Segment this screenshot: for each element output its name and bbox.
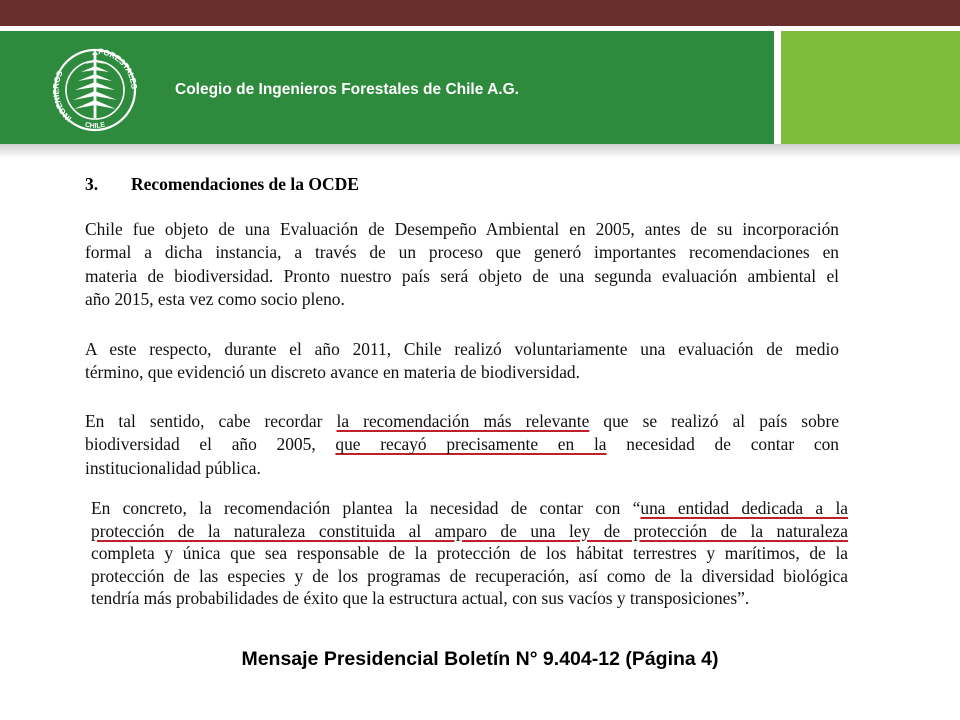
logo-ring-text-left: INGENIEROS <box>51 69 74 124</box>
logo-ring-text-bottom: CHILE <box>84 121 106 130</box>
text-line: protección de las especies y de los programas de recuperación, así como de la diversidad biológica <box>91 565 848 586</box>
paragraph-recommendation-quote <box>91 497 848 610</box>
paragraph-midterm-evaluation <box>85 338 839 385</box>
section-heading <box>85 174 359 195</box>
text-run: En tal sentido, cabe recordar <box>85 411 337 431</box>
source-caption: Mensaje Presidencial Boletín N° 9.404-12 (Página 4) <box>241 648 719 670</box>
svg-text:FORESTALES <box>98 47 139 90</box>
underlined-phrase: la recomendación más relevante <box>336 411 590 431</box>
text-line: tendría más probabilidades de éxito que la estructura actual, con sus vacíos y transposiciones”. <box>91 588 750 608</box>
section-number: 3. <box>85 174 99 194</box>
paragraph-key-recommendation <box>85 410 839 480</box>
section-title: Recomendaciones de la OCDE <box>131 174 359 194</box>
header-shadow <box>0 144 960 158</box>
paragraph-ocde-evaluation <box>85 218 839 311</box>
text-line <box>91 497 848 520</box>
underlined-phrase: que recayó precisamente en la <box>335 434 607 455</box>
text-run: biodiversidad el año 2005, <box>85 434 336 455</box>
organization-name: Colegio de Ingenieros Forestales de Chile A.G. <box>175 81 519 98</box>
text-line: Chile fue objeto de una Evaluación de Desempeño Ambiental en 2005, antes de su incorporación <box>85 219 839 239</box>
header-accent-block <box>781 31 960 144</box>
text-run: En concreto, la recomendación plantea la necesidad de contar con “ <box>91 498 641 518</box>
text-line: año 2015, esta vez como socio pleno. <box>85 288 345 309</box>
araucaria-tree-seal-icon <box>50 40 140 136</box>
logo-ring-text-right: FORESTALES <box>97 46 139 90</box>
svg-text:CHILE <box>84 121 106 129</box>
text-line: materia de biodiversidad. Pronto nuestro país será objeto de una segunda evaluación ambiental el <box>85 265 839 286</box>
text-line: completa y única que sea responsable de la protección de los hábitat terrestres y marítimos, de la <box>91 543 848 563</box>
text-line: institucionalidad pública. <box>85 457 261 478</box>
underlined-phrase: una entidad dedicada a la <box>640 498 848 518</box>
text-line: término, que evidenció un discreto avance en materia de biodiversidad. <box>85 362 580 383</box>
text-line: A este respecto, durante el año 2011, Chile realizó voluntariamente una evaluación de medio <box>85 339 839 359</box>
text-run: necesidad de contar con <box>606 434 839 455</box>
text-line <box>85 410 839 433</box>
svg-text:INGENIEROS <box>51 69 73 123</box>
underlined-line: protección de la naturaleza constituida al amparo de una ley de protección de la naturaleza <box>91 520 848 541</box>
top-color-bar <box>0 0 960 26</box>
text-line: formal a dicha instancia, a través de un proceso que generó importantes recomendaciones en <box>85 242 839 263</box>
text-line <box>85 433 839 456</box>
text-run: que se realizó al país sobre <box>589 411 839 431</box>
